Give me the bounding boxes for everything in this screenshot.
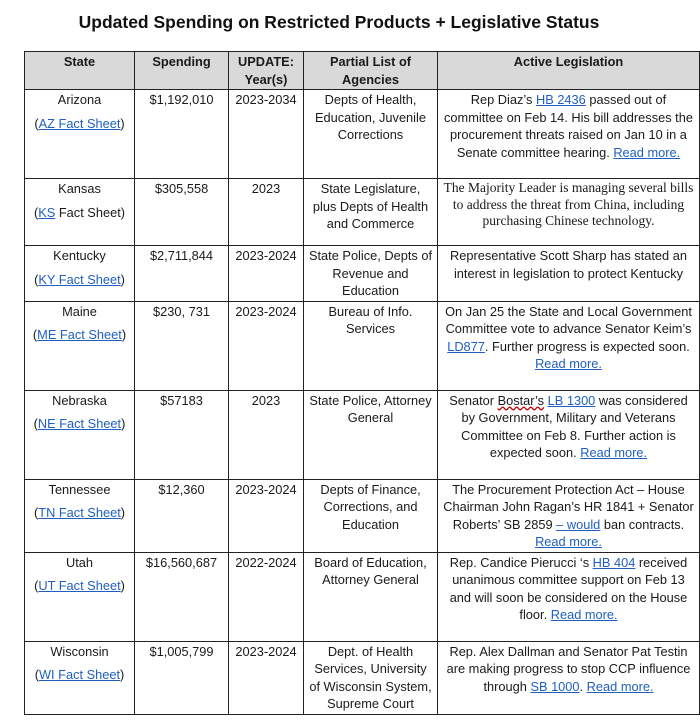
spending-cell: $1,192,010 [135, 90, 229, 179]
spending-cell: $16,560,687 [135, 552, 229, 641]
legislation-text: On Jan 25 the State and Local Government Committee vote to advance Senator Keim’s [445, 303, 692, 336]
legislation-cell [438, 641, 700, 714]
spending-cell: $2,711,844 [135, 246, 229, 302]
state-cell [25, 390, 135, 479]
agencies-cell: Depts of Finance, Corrections, and Education [304, 479, 438, 552]
fact-sheet-link[interactable]: WI Fact Sheet [38, 667, 121, 682]
fact-sheet-link[interactable]: ME Fact Sheet [37, 327, 122, 342]
read-more-link[interactable]: Read more. [535, 534, 602, 549]
agencies-cell: Bureau of Info. Services [304, 301, 438, 390]
legislation-cell: The Majority Leader is managing several bills to address the threat from China, including purchasing Chinese technology. [438, 179, 700, 246]
table-row [25, 479, 700, 552]
years-cell: 2023-2024 [229, 301, 304, 390]
fact-sheet: (AZ Fact Sheet) [34, 115, 125, 131]
spending-cell: $12,360 [135, 479, 229, 552]
agencies-cell: State Police, Attorney General [304, 390, 438, 479]
table-row [25, 90, 700, 179]
fact-sheet-link[interactable]: TN Fact Sheet [38, 505, 121, 520]
fact-sheet-link[interactable]: KS [38, 204, 56, 220]
legislation-text: Rep. Alex Dallman and Senator Pat Testin are making progress to stop CCP influence through [446, 643, 691, 694]
legislation-cell [438, 552, 700, 641]
fact-sheet: (ME Fact Sheet) [32, 327, 127, 342]
legislation-cell: Representative Scott Sharp has stated an interest in legislation to protect Kentucky [438, 246, 700, 302]
legislation-text: was considered by Government, Military and Veterans Committee on Feb 8. Further action is expected soon. [461, 392, 688, 460]
bill-link[interactable]: – would [556, 516, 601, 532]
header-row [25, 52, 700, 90]
state-cell [25, 641, 135, 714]
years-cell: 2023-2034 [229, 90, 304, 179]
legislation-text: passed out of committee on Feb 14. His bill addresses the procurement threats raised on Jan 10 in a Senate committee hearing. [444, 92, 693, 160]
bill-link[interactable]: LD877 [447, 338, 485, 354]
years-cell: 2023-2024 [229, 246, 304, 302]
state-name: Wisconsin [50, 643, 109, 659]
bill-link[interactable]: LB 1300 [547, 392, 596, 408]
legislation-cell [438, 390, 700, 479]
fact-sheet: (NE Fact Sheet) [33, 416, 126, 431]
state-name: Nebraska [52, 392, 107, 408]
fact-sheet-text: Fact Sheet [55, 204, 121, 220]
legislation-text: Rep. Candice Pierucci ‘s [449, 554, 593, 570]
legislation-text: The Procurement Protection Act – House Chairman John Ragan’s HR 1841 + Senator Roberts’ SB 2859 [443, 481, 694, 532]
bill-link[interactable]: SB 1000 [530, 678, 580, 694]
state-name: Utah [65, 554, 94, 570]
read-more-link[interactable]: Read more. [580, 445, 648, 460]
agencies-cell: Board of Education, Attorney General [304, 552, 438, 641]
state-cell [25, 479, 135, 552]
spending-table [24, 51, 700, 715]
header-spending: Spending [135, 52, 229, 90]
legislation-text: Rep Diaz’s [470, 92, 536, 107]
table-row [25, 301, 700, 390]
table-row [25, 246, 700, 302]
page-title: Updated Spending on Restricted Products + Legislative Status [78, 12, 600, 32]
agencies-cell: Depts of Health, Education, Juvenile Corrections [304, 90, 438, 179]
state-cell [25, 552, 135, 641]
spending-cell: $1,005,799 [135, 641, 229, 714]
read-more-link[interactable]: Read more. [535, 356, 602, 371]
header-agencies: Partial List of Agencies [304, 52, 438, 90]
legislation-cell [438, 90, 700, 179]
agencies-cell: State Police, Depts of Revenue and Education [304, 246, 438, 302]
legislation-text: . [579, 678, 587, 694]
table-row [25, 390, 700, 479]
state-name: Tennessee [48, 481, 111, 497]
read-more-link[interactable]: Read more. [613, 144, 681, 160]
table-row [25, 552, 700, 641]
bill-link[interactable]: HB 404 [592, 554, 636, 570]
state-cell [25, 301, 135, 390]
agencies-cell: Dept. of Health Services, University of Wisconsin System, Supreme Court [304, 641, 438, 714]
years-cell: 2023-2024 [229, 641, 304, 714]
legislation-cell [438, 479, 700, 552]
fact-sheet-link[interactable]: NE Fact Sheet [37, 416, 122, 431]
legislation-text: Senator [449, 392, 498, 408]
spending-cell: $305,558 [135, 179, 229, 246]
years-cell: 2023-2024 [229, 479, 304, 552]
state-name: Kentucky [53, 248, 106, 263]
state-cell [25, 90, 135, 179]
bill-link[interactable]: HB 2436 [535, 92, 586, 107]
legislation-text: . Further progress is expected soon. [484, 338, 690, 354]
state-name: Maine [62, 303, 97, 319]
header-update-years: UPDATE: Year(s) [229, 52, 304, 90]
fact-sheet: (UT Fact Sheet) [34, 578, 125, 593]
spellcheck-word: Bostar’s [497, 392, 545, 408]
read-more-link[interactable]: Read more. [550, 607, 618, 622]
state-cell [25, 246, 135, 302]
spending-cell: $230, 731 [135, 301, 229, 390]
fact-sheet-link[interactable]: AZ Fact Sheet [38, 115, 121, 131]
fact-sheet: (WI Fact Sheet) [34, 667, 125, 682]
years-cell: 2023 [229, 179, 304, 246]
table-row [25, 641, 700, 714]
header-legislation: Active Legislation [438, 52, 700, 90]
legislation-cell [438, 301, 700, 390]
state-name: Arizona [57, 92, 102, 107]
state-name: Kansas [58, 181, 101, 196]
state-cell [25, 179, 135, 246]
fact-sheet: (KS Fact Sheet) [33, 204, 126, 220]
spending-cell: $57183 [135, 390, 229, 479]
years-cell: 2022-2024 [229, 552, 304, 641]
fact-sheet: (TN Fact Sheet) [33, 505, 126, 520]
years-cell: 2023 [229, 390, 304, 479]
agencies-cell: State Legislature, plus Depts of Health and Commerce [304, 179, 438, 246]
fact-sheet-link[interactable]: UT Fact Sheet [38, 578, 121, 593]
header-state: State [25, 52, 135, 90]
read-more-link[interactable]: Read more. [586, 678, 654, 694]
legislation-text: ban contracts. [600, 516, 685, 532]
fact-sheet-link[interactable]: KY Fact Sheet [38, 271, 121, 287]
table-row [25, 179, 700, 246]
legislation-text: received unanimous committee support on Feb 13 and will soon be considered on the House floor. [449, 554, 688, 622]
fact-sheet: (KY Fact Sheet) [34, 271, 125, 287]
